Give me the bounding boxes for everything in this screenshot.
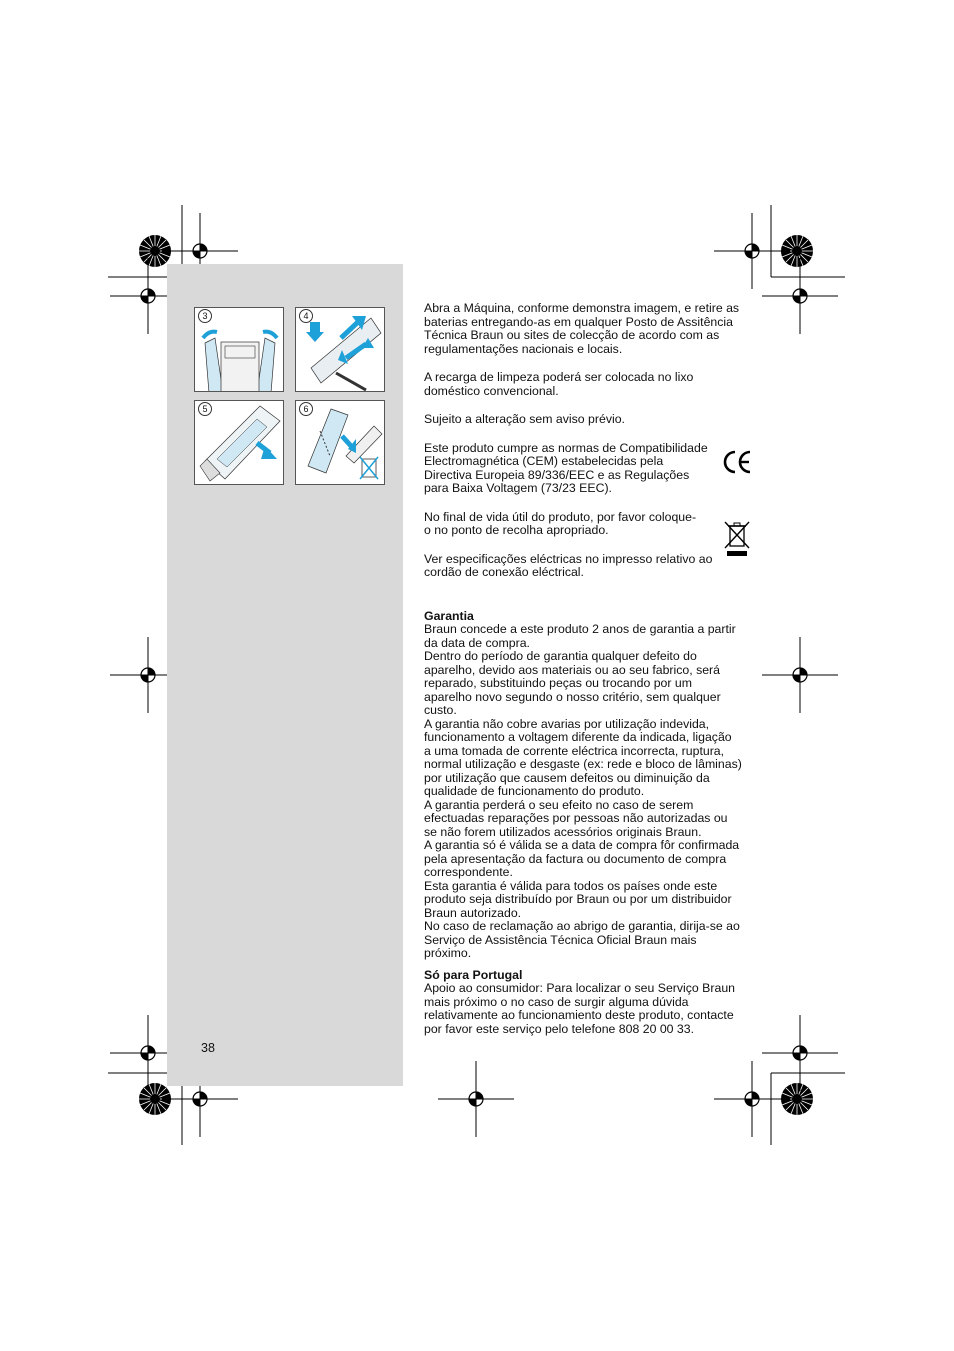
paragraph-disposal: Abra a Máquina, conforme demonstra imagem, e retire as baterias entregando-as em qualquer Posto de Assitência Técnica Braun ou sites de colecção de acordo com as regulamentações nacionais e locais.	[424, 301, 740, 356]
figure-number: 5	[198, 402, 212, 416]
paragraph-electrical-specs: Ver especificações eléctricas no impresso relativo ao cordão de conexão eléctrical.	[424, 551, 713, 579]
crossed-bin-icon	[722, 518, 752, 558]
figure-6	[295, 400, 385, 485]
paragraph-cleaning-cartridge: A recarga de limpeza poderá ser colocada no lixo doméstico convencional.	[424, 370, 694, 398]
ce-mark-icon	[722, 447, 752, 477]
portugal-body: Apoio ao consumidor: Para localizar o seu Serviço Braun mais próximo o no caso de surgir alguma dúvida relativamente ao funcionamiento deste produto, contacte por favor este serviço pelo telefone 808 20 00 33.	[424, 981, 736, 1036]
warranty-body: Braun concede a este produto 2 anos de garantia a partir da data de compra. Dentro do período de garantia qualquer defeito do aparelho, devido aos materiais ou ao seu fabrico, será reparado, substituindo peças ou trocando por um aparelho novo segundo o nosso critério, sem qualquer custo. A garantia não cobre avarias por utilização indevida, funcionamento a voltagem diferente da indicada, ligação a uma tomada de corrente eléctrica incorrecta, ruptura, normal utilização e desgaste (ex: rede e bloco de lâminas) por utilização que causem defeitos ou diminuição da qualidade de funcionamento do produto. A garantia perderá o seu efeito no caso de serem efectuadas reparações por pessoas não autorizadas ou se não forem utilizados acessórios originais Braun. A garantia só é válida se a data de compra fôr confirmada pela apresentação da factura ou documento de compra correspondente. Esta garantia é válida para todos os países onde este produto seja distribuído por Braun ou por um distribuidor Braun autorizado. No caso de reclamação ao abrigo de garantia, dirija-se ao Serviço de Assistência Técnica Oficial Braun mais próximo.	[424, 622, 742, 960]
figure-3	[194, 307, 284, 392]
portugal-heading: Só para Portugal	[424, 967, 523, 982]
figure-number: 6	[299, 402, 313, 416]
paragraph-emc: Este produto cumpre as normas de Compatibilidade Electromagnética (CEM) estabelecidas pela Directiva Europeia 89/336/EEC e as Regulações para Baixa Voltagem (73/23 EEC).	[424, 440, 708, 495]
figure-number: 4	[299, 309, 313, 323]
text-column	[424, 302, 756, 1036]
figure-number: 3	[198, 309, 212, 323]
paragraph-end-of-life: No final de vida útil do produto, por favor coloque- o no ponto de recolha apropriado.	[424, 509, 697, 537]
figure-4	[295, 307, 385, 392]
figure-5	[194, 400, 284, 485]
paragraph-subject-to-change: Sujeito a alteração sem aviso prévio.	[424, 412, 625, 426]
page-number: 38	[201, 1041, 215, 1055]
warranty-heading: Garantia	[424, 608, 474, 623]
